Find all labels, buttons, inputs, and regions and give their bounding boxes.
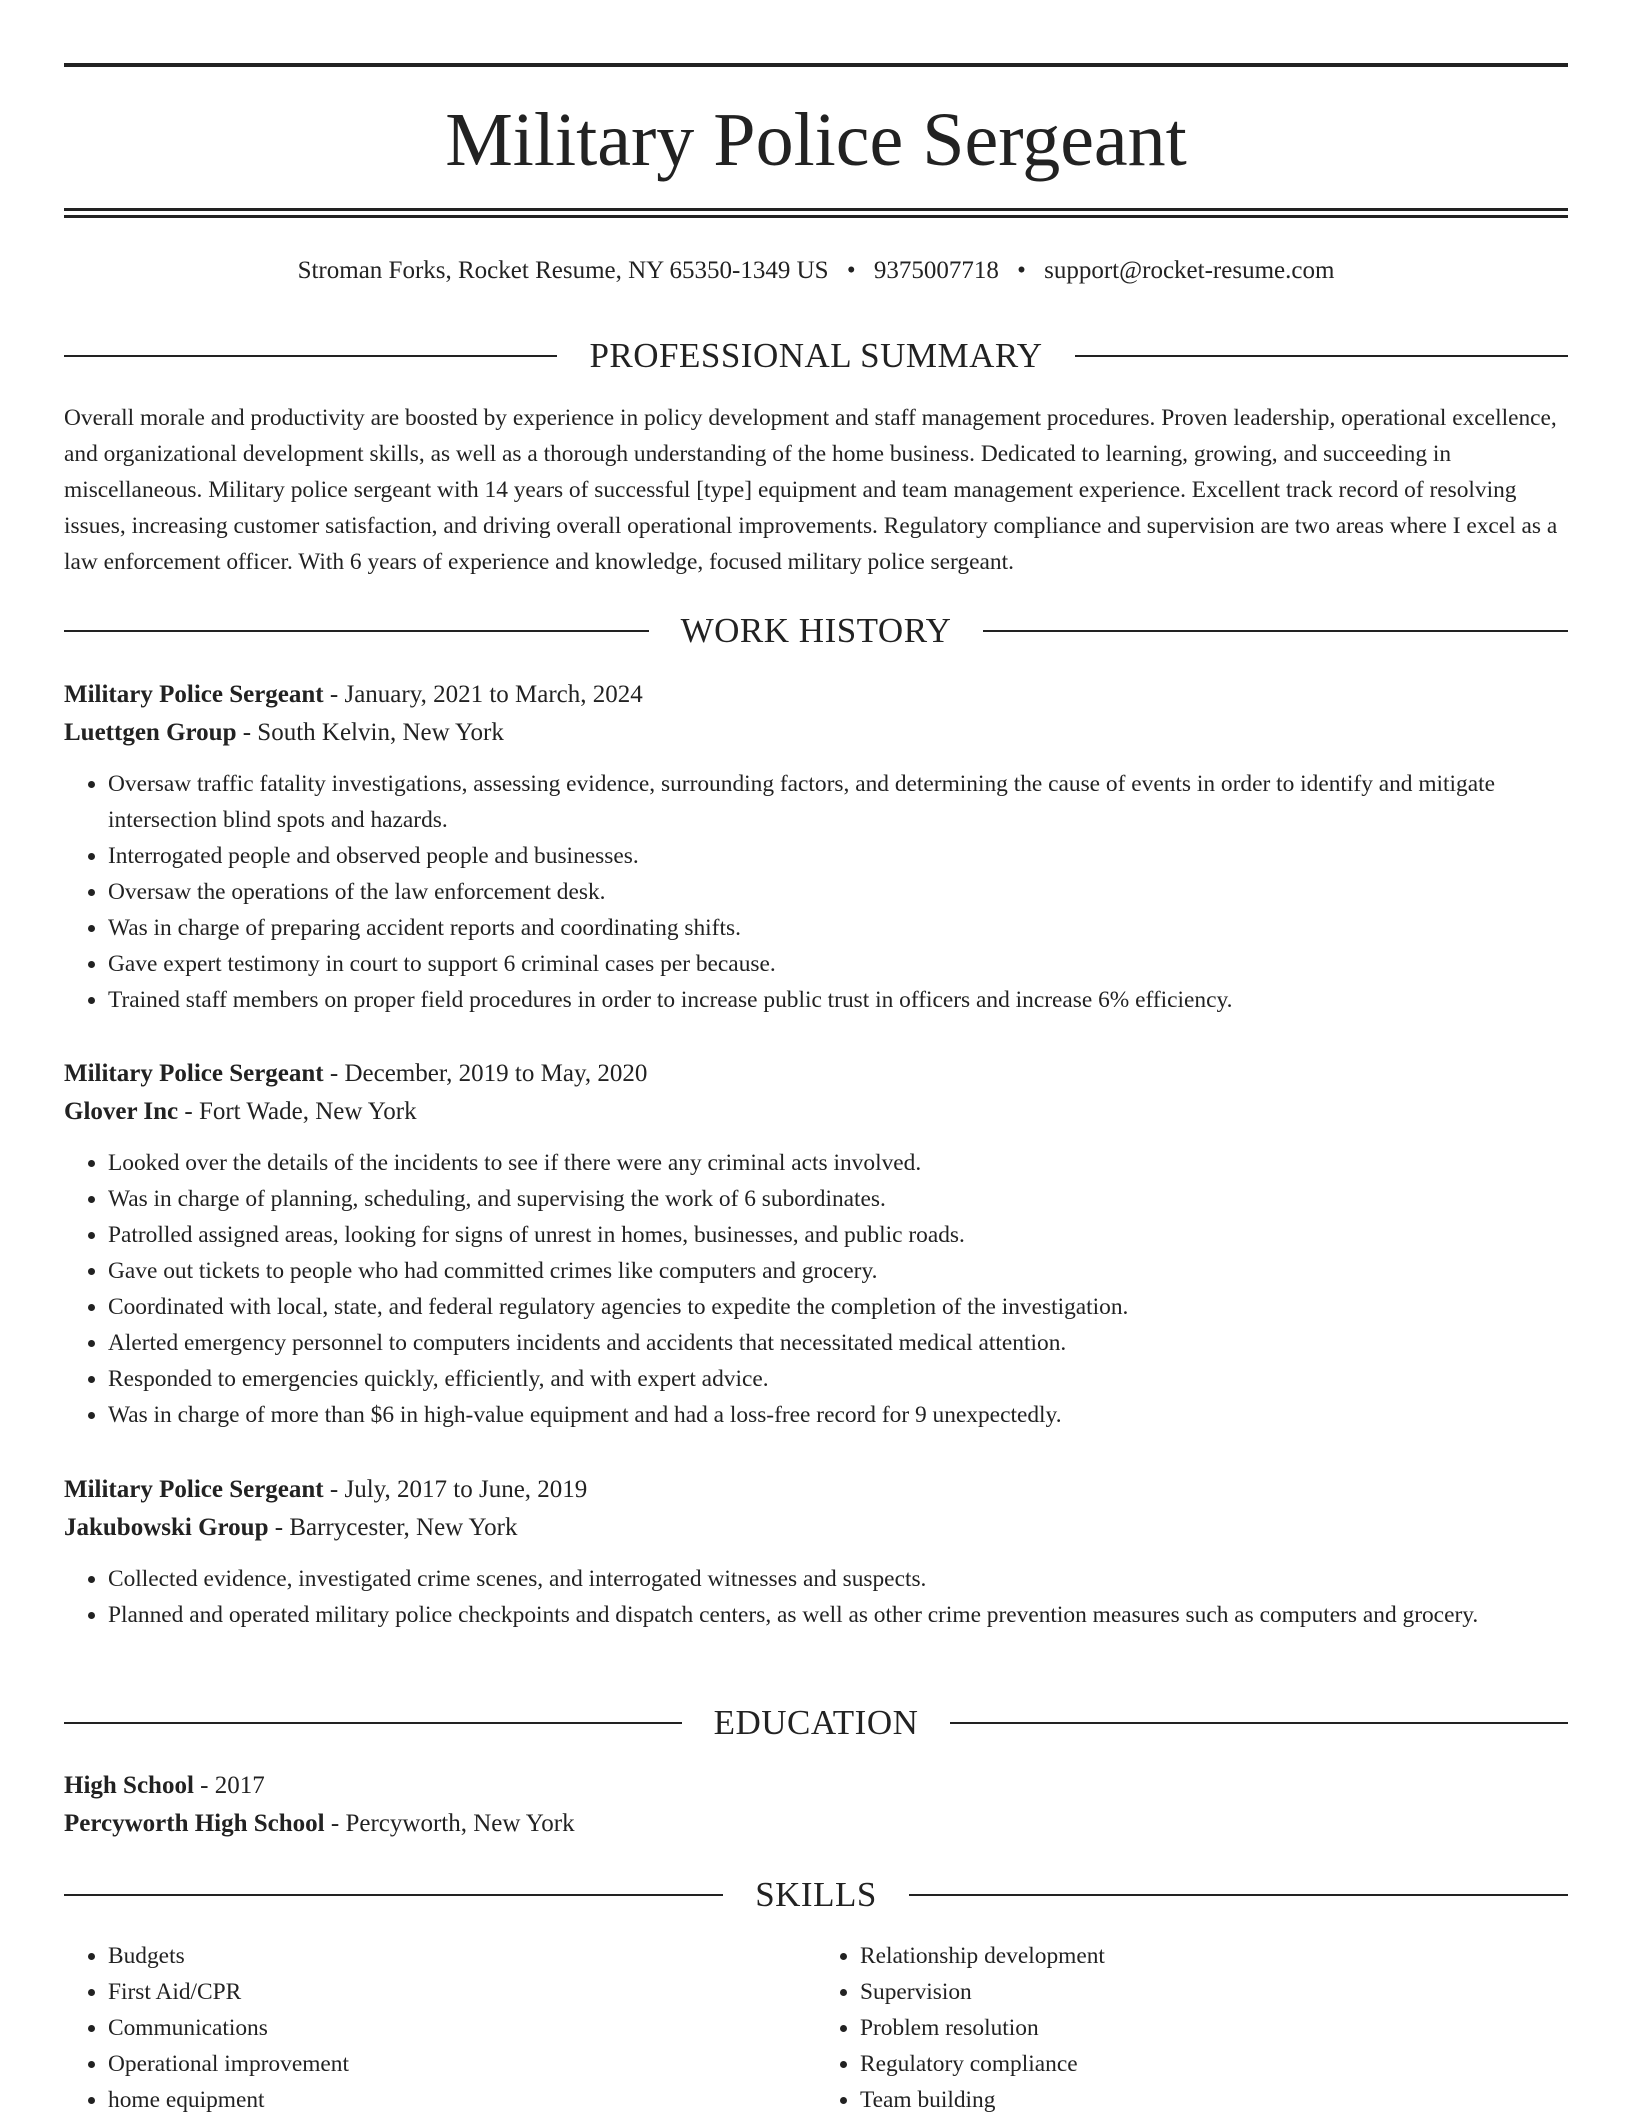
job-duty: • Was in charge of preparing accident reports and coordinating shifts.: [108, 910, 1568, 946]
education-degree: High School: [64, 1772, 194, 1799]
skill-item: • Communications: [108, 2010, 816, 2046]
job-title: Military Police Sergeant: [64, 1060, 324, 1087]
divider-line: [64, 630, 649, 632]
job-duty: • Oversaw traffic fatality investigations, assessing evidence, surrounding factors, and determining the cause of events in order to identify and mitigate intersection blind spots and hazards.: [108, 766, 1568, 838]
skill-item: • Regulatory compliance: [860, 2046, 1568, 2082]
job-duty: • Interrogated people and observed people and businesses.: [108, 838, 1568, 874]
job-duty: • Coordinated with local, state, and federal regulatory agencies to expedite the completion of the investigation.: [108, 1289, 1568, 1325]
job-duty: • Planned and operated military police checkpoints and dispatch centers, as well as other crime prevention measures such as computers and grocery.: [108, 1597, 1568, 1633]
job-duty: • Looked over the details of the incidents to see if there were any criminal acts involved.: [108, 1145, 1568, 1181]
job-dates: - January, 2021 to March, 2024: [323, 681, 643, 708]
education-entry: [64, 1767, 1568, 1843]
skill-item: • Budgets: [108, 1938, 816, 1974]
skill-item: • Operational improvement: [108, 2046, 816, 2082]
job-duty: • Gave expert testimony in court to support 6 criminal cases per because.: [108, 946, 1568, 982]
divider-line: [1075, 355, 1568, 357]
summary-text: Overall morale and productivity are boosted by experience in policy development and staff management procedures. Proven leadership, operational excellence, and organizational development skills, as well as a thorough understanding of the home business. Dedicated to learning, growing, and succeeding in miscellaneous. Military police sergeant with 14 years of successful [type] equipment and team management experience. Excellent track record of resolving issues, increasing customer satisfaction, and driving overall operational improvements. Regulatory compliance and supervision are two areas where I excel as a law enforcement officer. With 6 years of experience and knowledge, focused military police sergeant.: [64, 405, 1558, 575]
skills-section-header: [64, 1873, 1568, 1917]
summary-section-header: [64, 334, 1568, 378]
job-company: Luettgen Group: [64, 719, 237, 746]
job-duties-list: [64, 1561, 1568, 1633]
divider-line: [64, 355, 557, 357]
top-rule: [64, 63, 1568, 67]
contact-email: support@rocket-resume.com: [1044, 257, 1335, 284]
job-location: - Fort Wade, New York: [178, 1098, 417, 1125]
job-company: Glover Inc: [64, 1098, 179, 1125]
double-rule: [64, 208, 1568, 218]
job-location: - South Kelvin, New York: [236, 719, 504, 746]
skill-item: • Relationship development: [860, 1938, 1568, 1974]
skills-list-left: [64, 1938, 816, 2118]
divider-line: [983, 630, 1568, 632]
contact-separator: •: [846, 257, 856, 284]
job-entry: [64, 1471, 1568, 1633]
resume-name: Military Police Sergeant: [445, 98, 1187, 182]
skill-item: • Team building: [860, 2082, 1568, 2118]
contact-phone: 9375007718: [873, 257, 999, 284]
skill-item: • home equipment: [108, 2082, 816, 2118]
education-year: - 2017: [193, 1772, 265, 1799]
job-company: Jakubowski Group: [64, 1514, 269, 1541]
job-entry: [64, 1055, 1568, 1433]
job-duty: • Was in charge of more than $6 in high-value equipment and had a loss-free record for 9 unexpectedly.: [108, 1397, 1568, 1433]
skill-item: • First Aid/CPR: [108, 1974, 816, 2010]
job-duties-list: [64, 1145, 1568, 1433]
section-title-skills: SKILLS: [755, 1875, 877, 1914]
job-title: Military Police Sergeant: [64, 681, 324, 708]
section-title-summary: PROFESSIONAL SUMMARY: [589, 336, 1043, 375]
job-duty: • Gave out tickets to people who had committed crimes like computers and grocery.: [108, 1253, 1568, 1289]
education-location: - Percyworth, New York: [324, 1810, 575, 1837]
job-entry: [64, 676, 1568, 1018]
skills-columns: [64, 1938, 1568, 2118]
education-section-header: [64, 1701, 1568, 1745]
job-dates: - December, 2019 to May, 2020: [323, 1060, 648, 1087]
education-school: Percyworth High School: [64, 1810, 325, 1837]
job-duty: • Was in charge of planning, scheduling, and supervising the work of 6 subordinates.: [108, 1181, 1568, 1217]
contact-separator: •: [1017, 257, 1026, 284]
divider-line: [909, 1894, 1568, 1896]
job-location: - Barrycester, New York: [268, 1514, 518, 1541]
job-title: Military Police Sergeant: [64, 1476, 324, 1503]
job-duty: • Collected evidence, investigated crime scenes, and interrogated witnesses and suspects.: [108, 1561, 1568, 1597]
job-duties-list: [64, 766, 1568, 1018]
divider-line: [950, 1722, 1568, 1724]
job-duty: • Responded to emergencies quickly, efficiently, and with expert advice.: [108, 1361, 1568, 1397]
job-duty: • Alerted emergency personnel to computers incidents and accidents that necessitated medical attention.: [108, 1325, 1568, 1361]
divider-line: [64, 1894, 723, 1896]
skill-item: • Supervision: [860, 1974, 1568, 2010]
job-duty: • Patrolled assigned areas, looking for signs of unrest in homes, businesses, and public roads.: [108, 1217, 1568, 1253]
job-dates: - July, 2017 to June, 2019: [323, 1476, 588, 1503]
job-duty: • Oversaw the operations of the law enforcement desk.: [108, 874, 1568, 910]
divider-line: [64, 1722, 682, 1724]
work-section-header: [64, 609, 1568, 653]
contact-address: Stroman Forks, Rocket Resume, NY 65350-1349 US: [297, 257, 829, 284]
skill-item: • Problem resolution: [860, 2010, 1568, 2046]
job-duty: • Trained staff members on proper field procedures in order to increase public trust in officers and increase 6% efficiency.: [108, 982, 1568, 1018]
skills-list-right: [816, 1938, 1568, 2118]
contact-info: [64, 254, 1568, 288]
section-title-education: EDUCATION: [713, 1703, 919, 1742]
section-title-work: WORK HISTORY: [680, 611, 952, 650]
